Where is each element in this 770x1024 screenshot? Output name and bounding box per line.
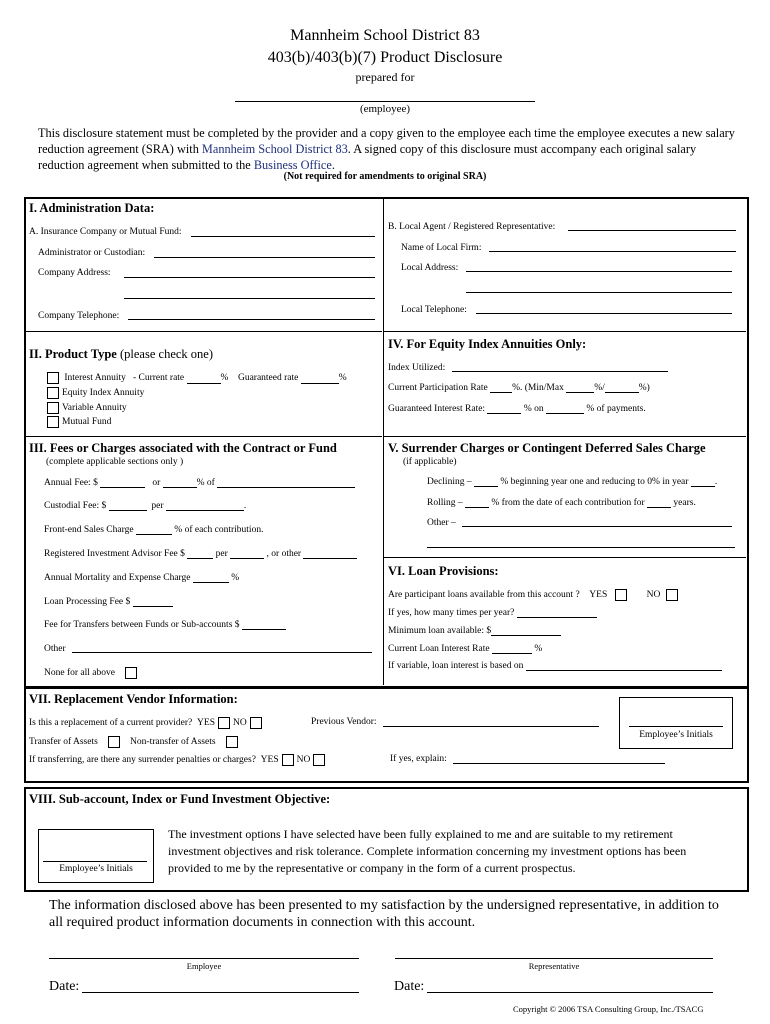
- variable-checkbox[interactable]: [47, 402, 59, 414]
- surrender-other-label: Other –: [427, 518, 456, 528]
- copyright: Copyright © 2006 TSA Consulting Group, Inc./TSACG: [513, 1004, 704, 1014]
- section-8-statement: The investment options I have selected have been fully explained to me and are suitable to my retirement investment objectives and risk tolerance. Complete information concerning my investment options has been provided to me by the representative or company in the form of a current prospectus.: [168, 827, 687, 875]
- intro-paragraph: This disclosure statement must be completed by the provider and a copy given to the employee each time the employee executes a new salary reduction agreement (SRA) with Mannheim School District 83. A signed copy of this disclosure must accompany each original salary reduction agreement when submitted to the Business Office.: [38, 126, 735, 172]
- other-fee-field[interactable]: [72, 652, 372, 653]
- frontend-row: Front-end Sales Charge % of each contribution.: [44, 525, 264, 535]
- representative-signature-line[interactable]: [395, 958, 713, 959]
- loans-available-row: Are participant loans available from this account ? YES NO: [388, 589, 681, 601]
- loan-rate-field[interactable]: [492, 644, 532, 654]
- loan-fee-field[interactable]: [133, 597, 173, 607]
- declining-row: Declining – % beginning year one and reducing to 0% in year .: [427, 477, 718, 487]
- equity-checkbox[interactable]: [47, 387, 59, 399]
- firm-field[interactable]: [489, 251, 736, 252]
- agent-label: B. Local Agent / Registered Representative:: [388, 222, 556, 232]
- section-2-title: II. Product Type (please check one): [29, 347, 213, 361]
- minimum-loan-row: Minimum loan available: $: [388, 626, 561, 636]
- employee-label: (employee): [359, 103, 411, 115]
- column-divider: [383, 199, 384, 685]
- min-field[interactable]: [566, 383, 594, 393]
- payments-field[interactable]: [546, 404, 584, 414]
- surrender-other-field-2[interactable]: [427, 547, 735, 548]
- section-6-title: VI. Loan Provisions:: [388, 564, 499, 578]
- frontend-field[interactable]: [136, 525, 172, 535]
- local-address-label: Local Address:: [401, 263, 459, 273]
- firm-label: Name of Local Firm:: [401, 243, 482, 253]
- section-4-title: IV. For Equity Index Annuities Only:: [388, 337, 587, 351]
- replacement-row: Is this a replacement of a current provider? YES NO: [29, 717, 265, 729]
- replacement-yes-checkbox[interactable]: [218, 717, 230, 729]
- index-label: Index Utilized:: [388, 363, 446, 373]
- penalties-no-checkbox[interactable]: [313, 754, 325, 766]
- rolling-field[interactable]: [465, 498, 489, 508]
- insurance-label: A. Insurance Company or Mutual Fund:: [29, 227, 182, 237]
- guaranteed-rate-field[interactable]: [301, 374, 339, 384]
- section-5-title: V. Surrender Charges or Contingent Deferred Sales Charge: [388, 441, 706, 455]
- ria-row: Registered Investment Advisor Fee $ per , or other: [44, 549, 357, 559]
- transfer-checkbox[interactable]: [108, 736, 120, 748]
- annual-fee-field[interactable]: [100, 478, 145, 488]
- employee-name-line[interactable]: [235, 101, 535, 102]
- prepared-for: prepared for: [355, 70, 415, 84]
- mortality-row: Annual Mortality and Expense Charge %: [44, 573, 240, 583]
- equity-row: Equity Index Annuity: [44, 387, 144, 399]
- phone-field[interactable]: [128, 319, 375, 320]
- surrender-other-field-1[interactable]: [462, 526, 732, 527]
- employee-date-field[interactable]: [82, 992, 359, 993]
- mortality-field[interactable]: [193, 573, 229, 583]
- rolling-years-field[interactable]: [647, 498, 671, 508]
- declining-field[interactable]: [474, 477, 498, 487]
- section-8-initials-box[interactable]: [38, 829, 154, 883]
- annual-basis-field[interactable]: [217, 478, 355, 488]
- loans-yes-checkbox[interactable]: [615, 589, 627, 601]
- previous-vendor-field[interactable]: [383, 726, 599, 727]
- representative-date-field[interactable]: [427, 992, 713, 993]
- section-1-title: I. Administration Data:: [29, 201, 155, 215]
- agent-field[interactable]: [568, 230, 736, 231]
- explain-field[interactable]: [453, 763, 665, 764]
- local-address-field-1[interactable]: [466, 271, 732, 272]
- section-3-sub: (complete applicable sections only ): [46, 457, 184, 467]
- intro-note: (Not required for amendments to original SRA): [283, 171, 487, 182]
- local-phone-label: Local Telephone:: [401, 305, 467, 315]
- penalties-yes-checkbox[interactable]: [282, 754, 294, 766]
- district-title: Mannheim School District 83: [290, 27, 480, 44]
- loan-times-field[interactable]: [517, 608, 597, 618]
- custodial-per-field[interactable]: [166, 501, 244, 511]
- annual-fee-row: Annual Fee: $ or % of: [44, 478, 355, 488]
- transfer-fee-field[interactable]: [242, 620, 286, 630]
- section-7-initials-box[interactable]: [619, 697, 733, 749]
- none-row: None for all above: [44, 667, 140, 679]
- penalties-row: If transferring, are there any surrender penalties or charges? YES NO: [29, 754, 328, 766]
- variable-row: Variable Annuity: [44, 402, 127, 414]
- ria-other-field[interactable]: [303, 549, 357, 559]
- representative-signature-label: Representative: [528, 961, 580, 971]
- intro-office: Business Office: [253, 158, 332, 172]
- index-field[interactable]: [452, 371, 668, 372]
- section-7-initials-label: Employee’s Initials: [639, 730, 713, 740]
- section-3-title: III. Fees or Charges associated with the Contract or Fund: [29, 441, 337, 455]
- none-checkbox[interactable]: [125, 667, 137, 679]
- section-7-title: VII. Replacement Vendor Information:: [29, 692, 238, 706]
- mutual-checkbox[interactable]: [47, 416, 59, 428]
- previous-vendor-label: Previous Vendor:: [311, 717, 377, 727]
- admin-field[interactable]: [154, 257, 375, 258]
- explain-label: If yes, explain:: [390, 754, 447, 764]
- address-field-2[interactable]: [124, 298, 375, 299]
- intro-district: Mannheim School District 83: [201, 142, 348, 156]
- custodial-fee-row: Custodial Fee: $ per .: [44, 501, 247, 511]
- guaranteed-interest-field[interactable]: [487, 404, 521, 414]
- interest-annuity-checkbox[interactable]: [47, 372, 59, 384]
- non-transfer-checkbox[interactable]: [226, 736, 238, 748]
- participation-field[interactable]: [490, 383, 512, 393]
- annual-pct-field[interactable]: [163, 478, 197, 488]
- loan-variable-row: If variable, loan interest is based on: [388, 661, 722, 671]
- mutual-row: Mutual Fund: [44, 416, 111, 428]
- section-5-sub: (if applicable): [403, 457, 457, 467]
- custodial-fee-field[interactable]: [109, 501, 147, 511]
- phone-label: Company Telephone:: [38, 311, 120, 321]
- insurance-field[interactable]: [191, 236, 375, 237]
- replacement-no-checkbox[interactable]: [250, 717, 262, 729]
- loan-rate-row: Current Loan Interest Rate %: [388, 644, 543, 654]
- address-field-1[interactable]: [124, 277, 375, 278]
- loan-times-row: If yes, how many times per year?: [388, 608, 597, 618]
- current-rate-field[interactable]: [187, 374, 221, 384]
- local-phone-field[interactable]: [476, 313, 732, 314]
- minimum-loan-field[interactable]: [491, 626, 561, 636]
- ria-per-field[interactable]: [230, 549, 264, 559]
- form-title: 403(b)/403(b)(7) Product Disclosure: [267, 49, 503, 66]
- interest-annuity-row: Interest Annuity - Current rate % Guaranteed rate %: [44, 372, 347, 384]
- max-field[interactable]: [605, 383, 639, 393]
- rolling-row: Rolling – % from the date of each contribution for years.: [427, 498, 696, 508]
- loans-no-checkbox[interactable]: [666, 589, 678, 601]
- declining-year-field[interactable]: [691, 477, 715, 487]
- address-label: Company Address:: [38, 268, 111, 278]
- employee-date-label: Date:: [49, 979, 80, 994]
- transfer-row: Transfer of Assets Non-transfer of Assets: [29, 736, 241, 748]
- participation-row: Current Participation Rate %. (Min/Max %/ %): [388, 383, 650, 393]
- ria-fee-field[interactable]: [187, 549, 213, 559]
- transfer-fee-row: Fee for Transfers between Funds or Sub-accounts $: [44, 620, 286, 630]
- loan-variable-field[interactable]: [526, 661, 722, 671]
- local-address-field-2[interactable]: [466, 292, 732, 293]
- loan-fee-row: Loan Processing Fee $: [44, 597, 173, 607]
- employee-signature-label: Employee: [186, 961, 222, 971]
- section-8-title: VIII. Sub-account, Index or Fund Investment Objective:: [29, 792, 331, 806]
- footer-statement: The information disclosed above has been presented to my satisfaction by the undersigned representative, in addition to all required product information documents in connection with this account.: [49, 898, 719, 930]
- employee-signature-line[interactable]: [49, 958, 359, 959]
- representative-date-label: Date:: [394, 979, 425, 994]
- other-fee-label: Other: [44, 644, 66, 654]
- admin-label: Administrator or Custodian:: [38, 248, 146, 258]
- section-8-initials-label: Employee’s Initials: [59, 864, 133, 874]
- guaranteed-interest-row: Guaranteed Interest Rate: % on % of payments.: [388, 404, 646, 414]
